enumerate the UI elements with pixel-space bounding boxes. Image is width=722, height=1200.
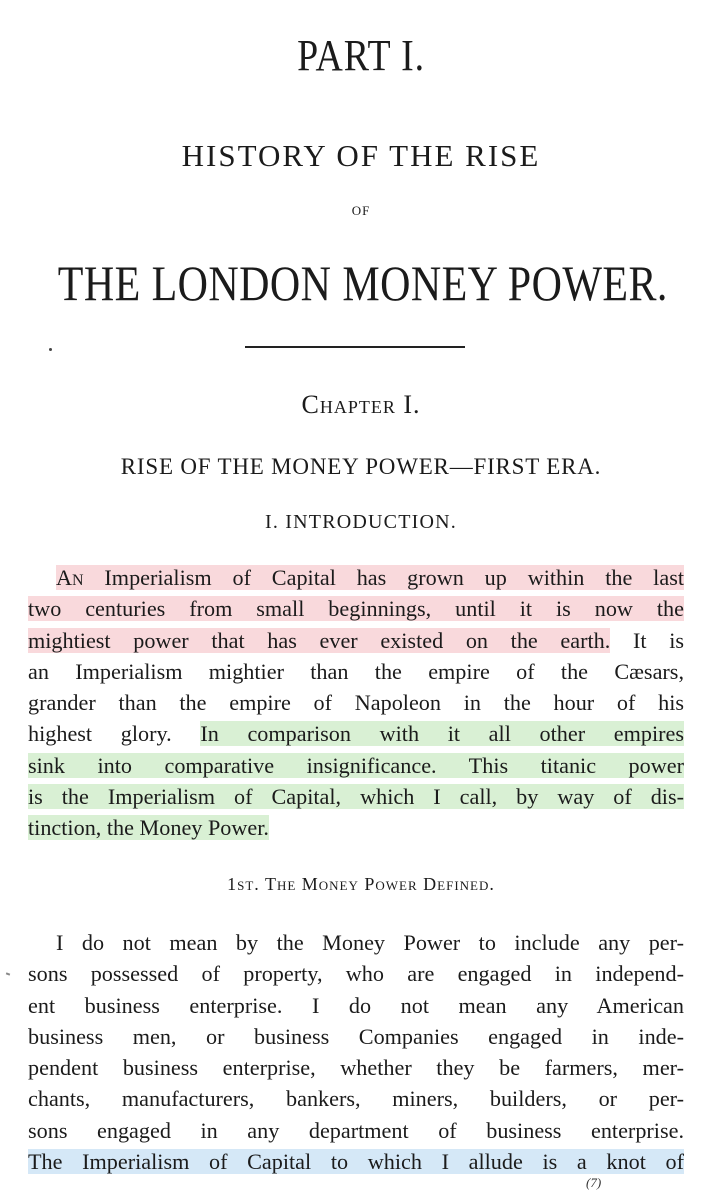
page-number: (7) — [586, 1175, 602, 1190]
text-line — [28, 718, 684, 749]
of-word: OF — [351, 203, 371, 218]
text-line — [28, 781, 684, 812]
part-title: PART I. — [297, 31, 425, 80]
stray-ink-dot — [49, 348, 52, 351]
text-line: business men, or business Companies engaged in inde- — [28, 1023, 684, 1049]
highlight-red: two centuries from small beginnings, until it is now the — [28, 596, 684, 622]
stray-ink-mark — [6, 972, 10, 975]
line-tail: It is — [610, 627, 684, 653]
text-line — [28, 750, 684, 781]
highlight-green: sink into comparative insignificance. This titanic power — [28, 752, 684, 778]
text-line: sons engaged in any department of business enterprise. — [28, 1117, 684, 1143]
highlight-blue: The Imperialism of Capital to which I allude is a knot of — [28, 1149, 684, 1175]
highlight-green: is the Imperialism of Capital, which I call, by way of dis- — [28, 784, 684, 810]
text-line: I do not mean by the Money Power to include any per- — [56, 930, 684, 955]
lead-word: An — [56, 565, 84, 590]
title-divider-rule — [245, 346, 465, 348]
text-line — [28, 562, 684, 593]
text-line — [28, 1146, 684, 1177]
introduction-paragraph — [28, 562, 684, 844]
section-title: I. INTRODUCTION. — [265, 511, 457, 533]
highlight-green: In comparison with it all other empires — [200, 721, 684, 747]
definition-paragraph — [28, 927, 684, 1177]
highlight-red: mightiest power that has ever existed on the earth. — [28, 627, 611, 653]
text-line: pendent business enterprise, whether they be farmers, mer- — [28, 1055, 684, 1081]
line-text: Imperialism of Capital has grown up within the last — [83, 565, 684, 590]
highlight-red — [56, 565, 684, 590]
text-line: sons possessed of property, who are engaged in independ- — [28, 961, 684, 987]
text-line — [28, 625, 684, 656]
text-line: an Imperialism mightier than the empire of the Cæsars, — [28, 658, 684, 684]
book-title: THE LONDON MONEY POWER. — [57, 255, 668, 311]
text-line: chants, manufacturers, bankers, miners, builders, or per- — [28, 1086, 684, 1112]
chapter-title: Chapter I. — [301, 390, 421, 419]
era-title: RISE OF THE MONEY POWER—FIRST ERA. — [120, 454, 602, 479]
line-prefix: highest glory. — [28, 721, 201, 747]
highlight-green: tinction, the Money Power. — [28, 815, 269, 841]
text-line: grander than the empire of Napoleon in the hour of his — [28, 690, 684, 716]
text-line — [28, 812, 684, 843]
text-line — [28, 593, 684, 624]
history-title: HISTORY OF THE RISE — [181, 138, 541, 173]
subsection-title: 1st. The Money Power Defined. — [227, 874, 495, 894]
text-line: ent business enterprise. I do not mean any American — [28, 992, 684, 1018]
